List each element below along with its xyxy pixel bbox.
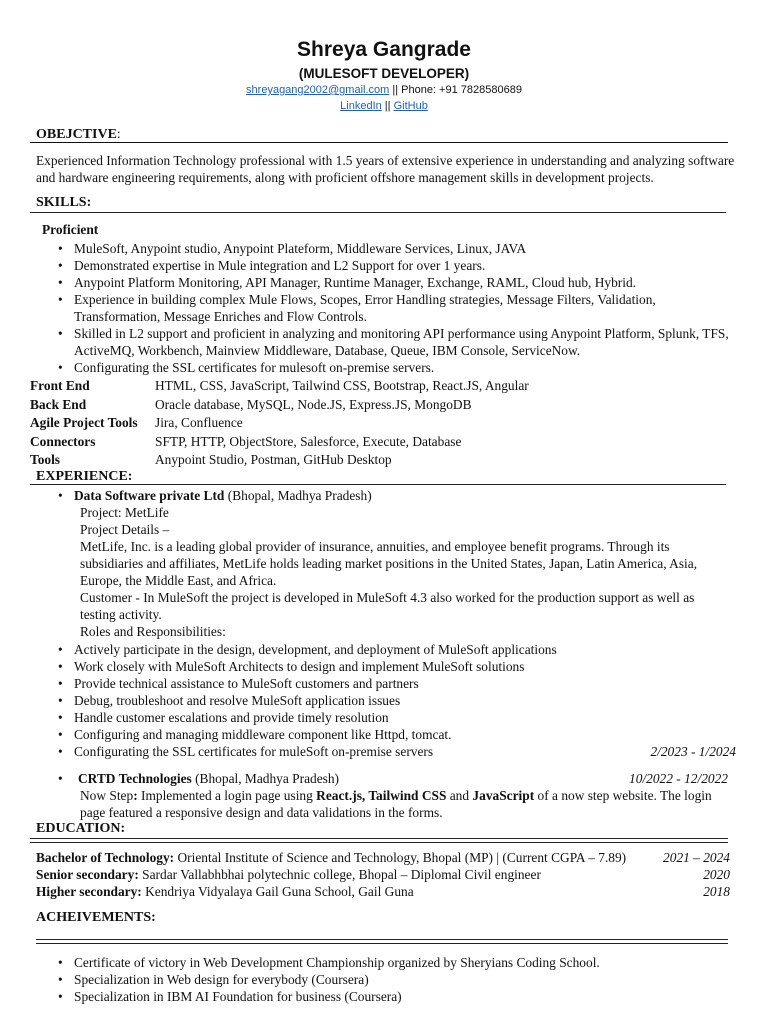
achievements-list bbox=[54, 954, 734, 1005]
skill-row-key: Tools bbox=[30, 452, 61, 467]
edu-degree: Bachelor of Technology: bbox=[36, 850, 175, 865]
education-divider-1 bbox=[30, 838, 728, 839]
skills-divider bbox=[30, 212, 726, 213]
education-heading: EDUCATION: bbox=[36, 821, 126, 836]
job2-desc-tech: React.js, Tailwind CSS bbox=[316, 788, 447, 803]
skill-row-key: Connectors bbox=[30, 434, 96, 449]
skill-item: • Configurating the SSL certificates for mulesoft on-premise servers. bbox=[54, 359, 734, 376]
candidate-name: Shreya Gangrade bbox=[297, 38, 471, 61]
achievement-item: • Certificate of victory in Web Development Championship organized by Sheryians Coding School. bbox=[54, 954, 734, 971]
objective-heading: OBEJCTIVE bbox=[36, 127, 117, 142]
github-link[interactable]: GitHub bbox=[393, 100, 428, 112]
education-row bbox=[36, 849, 736, 866]
skills-list bbox=[54, 240, 734, 376]
edu-degree: Senior secondary: bbox=[36, 867, 139, 882]
job2-desc-colon: : bbox=[133, 788, 138, 803]
role-item: • Provide technical assistance to MuleSoft customers and partners bbox=[54, 675, 734, 692]
role-item: • Work closely with MuleSoft Architects to design and implement MuleSoft solutions bbox=[54, 658, 734, 675]
job1-project: Project: MetLife bbox=[80, 505, 169, 520]
job1-details-label: Project Details – bbox=[80, 522, 170, 537]
job1-dates: 2/2023 - 1/2024 bbox=[650, 744, 736, 759]
skill-row-back-end bbox=[30, 396, 740, 414]
objective-colon: : bbox=[116, 126, 121, 141]
objective-divider bbox=[30, 142, 728, 143]
skill-row-front-end bbox=[30, 377, 740, 395]
edu-detail: Sardar Vallabhbhai polytechnic college, Bhopal – Diplomal Civil engineer bbox=[138, 867, 541, 882]
job2-company: CRTD Technologies bbox=[78, 771, 192, 786]
job2-location: (Bhopal, Madhya Pradesh) bbox=[191, 771, 340, 786]
role-item: • Configuring and managing middleware component like Httpd, tomcat. bbox=[54, 726, 734, 743]
profile-links bbox=[0, 100, 768, 112]
role-item: • Handle customer escalations and provide timely resolution bbox=[54, 709, 734, 726]
edu-year: 2020 bbox=[703, 867, 730, 882]
skill-row-key: Back End bbox=[30, 397, 87, 412]
role-item: • Configurating the SSL certificates for muleSoft on-premise servers bbox=[54, 743, 734, 760]
job1-header bbox=[54, 487, 734, 504]
job1-customer: Customer - In MuleSoft the project is developed in MuleSoft 4.3 also worked for the production support as well as testing activity. bbox=[80, 590, 695, 622]
achievements-divider-1 bbox=[36, 939, 728, 940]
skill-row-value: SFTP, HTTP, ObjectStore, Salesforce, Execute, Database bbox=[155, 434, 462, 449]
job1-roles-list bbox=[54, 641, 734, 760]
objective-heading-wrap bbox=[36, 126, 121, 143]
objective-text: Experienced Information Technology professional with 1.5 years of extensive experience in understanding and analyzing software and hardware engineering requirements, along with proficient offshore management skills in development projects. bbox=[36, 153, 735, 185]
edu-year: 2021 – 2024 bbox=[663, 850, 730, 865]
phone-text: Phone: +91 7828580689 bbox=[401, 84, 522, 96]
skill-row-value: Oracle database, MySQL, Node.JS, Express.JS, MongoDB bbox=[155, 397, 472, 412]
skill-row-tools bbox=[30, 451, 740, 469]
job2-dates: 10/2022 - 12/2022 bbox=[629, 771, 728, 786]
proficient-label: Proficient bbox=[42, 222, 99, 237]
skill-item: • Skilled in L2 support and proficient in analyzing and monitoring API performance using Anypoint Platform, Splunk, TFS, ActiveMQ, Workbench, Mainview Middleware, Database, Queue, IBM Console, ServiceNow. bbox=[54, 325, 734, 359]
job1-details: MetLife, Inc. is a leading global provider of insurance, annuities, and employee benefit programs. Through its subsidiaries and affiliates, MetLife holds leading market positions in the United States, Japan, Latin America, Asia, Europe, the Middle East, and Africa. bbox=[80, 539, 698, 588]
role-item: • Debug, troubleshoot and resolve MuleSoft application issues bbox=[54, 692, 734, 709]
skill-row-key: Agile Project Tools bbox=[30, 415, 138, 430]
job1-company: Data Software private Ltd bbox=[74, 488, 225, 503]
job2-desc-and: and bbox=[446, 788, 473, 803]
candidate-role: (MULESOFT DEVELOPER) bbox=[298, 66, 470, 81]
job1-location: (Bhopal, Madhya Pradesh) bbox=[224, 488, 372, 503]
job1-body bbox=[80, 504, 730, 640]
contact-line bbox=[0, 84, 768, 96]
skill-row-value: HTML, CSS, JavaScript, Tailwind CSS, Bootstrap, React.JS, Angular bbox=[155, 378, 529, 393]
skill-item: • Demonstrated expertise in Mule integration and L2 Support for over 1 years. bbox=[54, 257, 734, 274]
edu-detail: Oriental Institute of Science and Technology, Bhopal (MP) | (Current CGPA – 7.89) bbox=[174, 850, 627, 865]
edu-year: 2018 bbox=[703, 884, 730, 899]
job1-roles-label: Roles and Responsibilities: bbox=[80, 624, 226, 639]
experience-heading: EXPERIENCE: bbox=[36, 469, 133, 484]
skill-item: • Experience in building complex Mule Flows, Scopes, Error Handling strategies, Message Filters, Validation, Transformation, Message Enriches and Flow Controls. bbox=[54, 291, 734, 325]
skill-row-value: Anypoint Studio, Postman, GitHub Desktop bbox=[155, 452, 392, 467]
contact-separator: || bbox=[389, 84, 402, 96]
linkedin-link[interactable]: LinkedIn bbox=[340, 100, 382, 112]
achievements-divider-2 bbox=[36, 943, 728, 944]
job2-header bbox=[54, 770, 614, 787]
skill-item: • Anypoint Platform Monitoring, API Manager, Runtime Manager, Exchange, RAML, Cloud hub, Hybrid. bbox=[54, 274, 734, 291]
job2-desc-js: JavaScript bbox=[472, 788, 535, 803]
skills-heading: SKILLS: bbox=[36, 195, 92, 210]
achievement-item: • Specialization in Web design for everybody (Coursera) bbox=[54, 971, 734, 988]
skill-row-key: Front End bbox=[30, 378, 90, 393]
skill-item: • MuleSoft, Anypoint studio, Anypoint Plateform, Middleware Services, Linux, JAVA bbox=[54, 240, 734, 257]
edu-degree: Higher secondary: bbox=[36, 884, 142, 899]
job1-company-line bbox=[54, 487, 734, 504]
experience-divider bbox=[30, 484, 726, 485]
job2-company-line bbox=[54, 770, 614, 787]
edu-detail: Kendriya Vidyalaya Gail Guna School, Gail Guna bbox=[141, 884, 414, 899]
job2-desc bbox=[80, 787, 736, 821]
email-link[interactable]: shreyagang2002@gmail.com bbox=[246, 84, 390, 96]
education-divider-2 bbox=[30, 842, 728, 843]
job2-desc-a: Implemented a login page using bbox=[137, 788, 317, 803]
skill-row-connectors bbox=[30, 433, 740, 451]
role-item: • Actively participate in the design, development, and deployment of MuleSoft applications bbox=[54, 641, 734, 658]
education-row bbox=[36, 866, 736, 883]
links-separator: || bbox=[381, 100, 394, 112]
skill-row-value: Jira, Confluence bbox=[155, 415, 243, 430]
job2-desc-label: Now Step bbox=[80, 788, 134, 803]
achievements-heading: ACHEIVEMENTS: bbox=[36, 910, 156, 925]
achievement-item: • Specialization in IBM AI Foundation for business (Coursera) bbox=[54, 988, 734, 1005]
skill-row-agile-tools bbox=[30, 414, 740, 432]
job2-desc-rest: of a now step website. The login page featured a responsive design and data validations in the forms. bbox=[80, 788, 712, 820]
education-row bbox=[36, 883, 736, 900]
